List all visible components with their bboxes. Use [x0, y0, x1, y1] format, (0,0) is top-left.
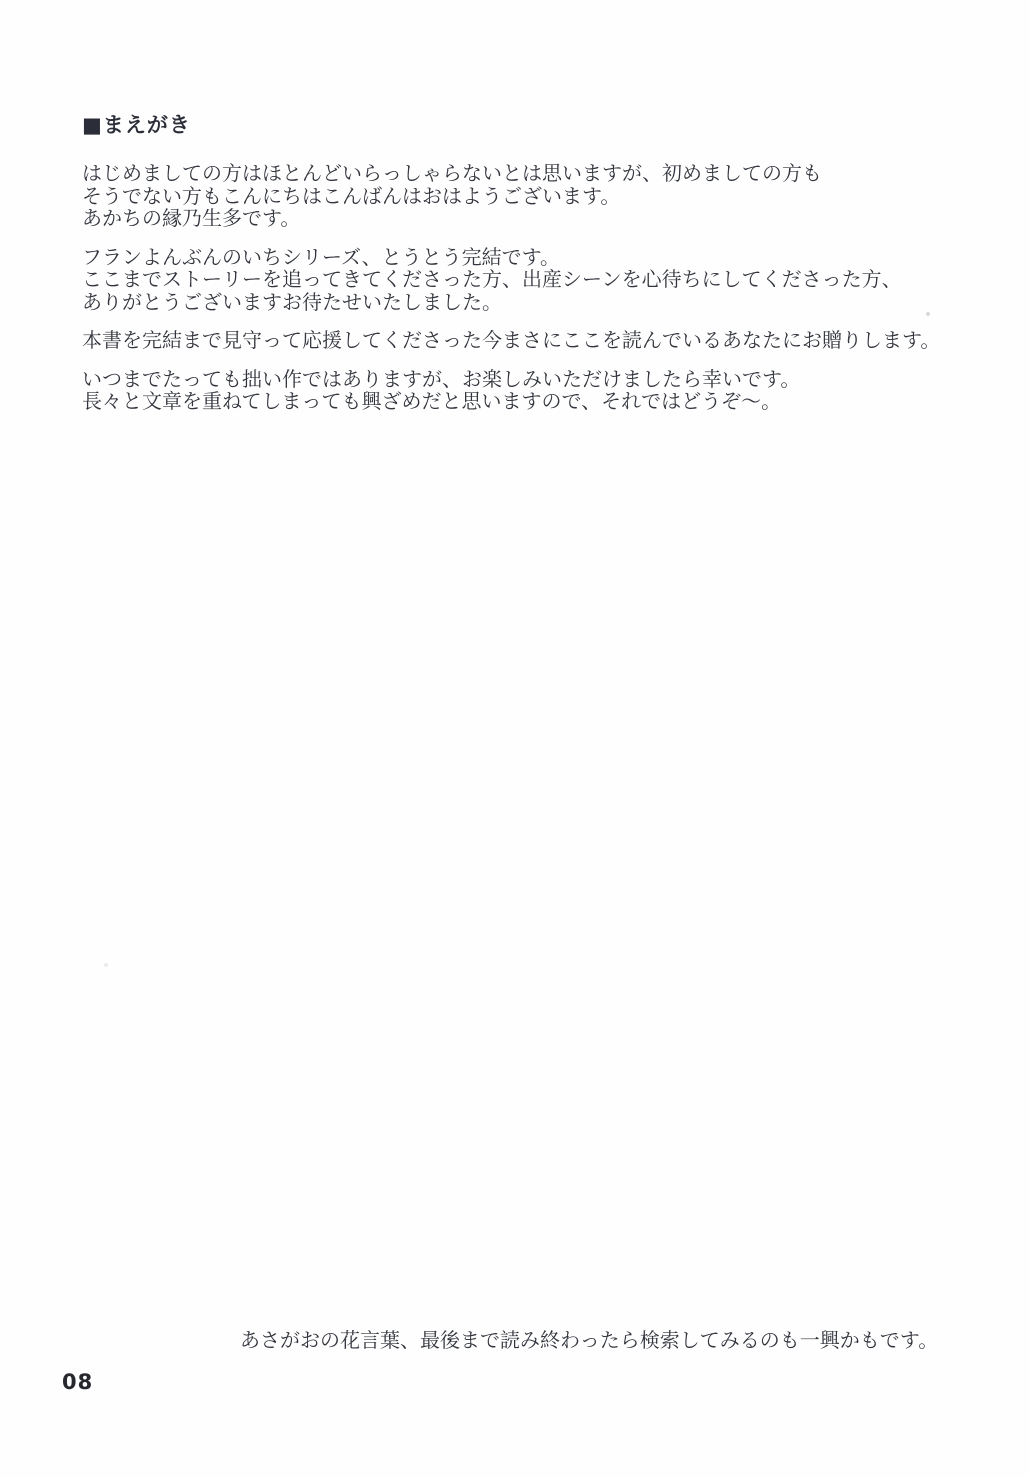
text-line: ここまでストーリーを追ってきてくださった方、出産シーンを心待ちにしてくださった方、 [82, 267, 902, 291]
text-line: 長々と文章を重ねてしまっても興ざめだと思いますので、それではどうぞ〜。 [82, 389, 782, 413]
paragraph-closing [82, 368, 940, 413]
text-line: いつまでたっても拙い作ではありますが、お楽しみいただけましたら幸いです。 [82, 366, 801, 391]
text-line: 本書を完結まで見守って応援してくださった今まさにここを読んでいるあなたにお贈りします。 [82, 328, 941, 352]
page-number: 08 [62, 1370, 94, 1394]
text-line: フランよんぶんのいちシリーズ、とうとう完結です。 [82, 244, 560, 269]
text-line: はじめましての方はほとんどいらっしゃらないとは思いますが、初めましての方も [82, 161, 822, 185]
scan-speck [926, 312, 930, 316]
text-line: あかちの縁乃生多です。 [82, 206, 301, 230]
preface-text-block [82, 112, 940, 429]
text-line: ありがとうございますお待たせいたしました。 [82, 289, 502, 314]
footer-note: あさがおの花言葉、最後まで読み終わったら検索してみるのも一興かもです。 [240, 1328, 939, 1352]
scan-speck [104, 963, 108, 967]
text-line: そうでない方もこんにちはこんばんはおはようございます。 [82, 183, 621, 208]
paragraph-dedication [82, 329, 940, 352]
paragraph-series-completion [82, 246, 940, 314]
paragraph-greeting [82, 162, 940, 230]
section-heading: ■まえがき [82, 112, 191, 137]
